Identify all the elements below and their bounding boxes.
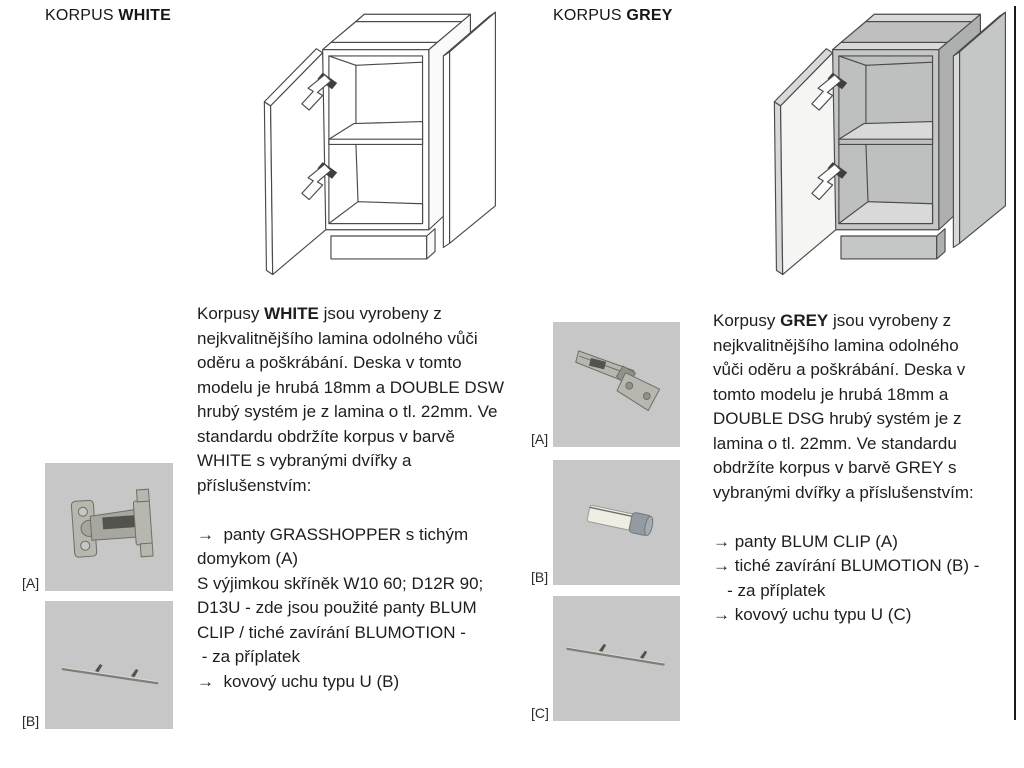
figure-box-grey-b bbox=[553, 460, 680, 585]
page-divider-line bbox=[1014, 6, 1016, 720]
figure-label-white-a: [A] bbox=[22, 575, 40, 591]
figure-box-white-a bbox=[45, 463, 173, 591]
blum-clip-hinge-image bbox=[553, 322, 680, 447]
figure-label-grey-b: [B] bbox=[531, 569, 549, 585]
description-white: Korpusy WHITE jsou vyrobeny z nejkvalitnějšího lamina odolného vůči oděru a poškrábání. Deska v tomto modelu je hrubá 18mm a DOUBLE DSW hrubý systém je z lamina o tl. 22mm. Ve standardu obdržíte korpus v barvě WHITE s vybranými dvířky a příslušenstvím: → panty GRASSHOPPER s tichým domykom (A) S výjimkou skříněk W10 60; D12R 90; D13U - zde jsou použité panty BLUM CLIP / tiché zavírání BLUMOTION - - za příplatek → kovový uchu typu U (B) bbox=[197, 304, 505, 691]
figure-label-white-b: [B] bbox=[22, 713, 40, 729]
u-handle-image bbox=[553, 596, 680, 721]
cabinet-drawing-grey bbox=[768, 6, 1018, 287]
section-title-white: KORPUS WHITE bbox=[45, 7, 171, 24]
figure-box-grey-c bbox=[553, 596, 680, 721]
figure-label-grey-c: [C] bbox=[531, 705, 549, 721]
grasshopper-hinge-image bbox=[45, 463, 173, 591]
u-handle-image bbox=[45, 601, 173, 729]
cabinet-drawing-svg bbox=[768, 6, 1018, 287]
figure-box-grey-a bbox=[553, 322, 680, 447]
figure-box-white-b bbox=[45, 601, 173, 729]
section-title-grey: KORPUS GREY bbox=[553, 7, 673, 24]
figure-label-grey-a: [A] bbox=[531, 431, 549, 447]
description-grey: Korpusy GREY jsou vyrobeny z nejkvalitnějšího lamina odolného vůči oděru a poškrábání. Deska v tomto modelu je hrubá 18mm a DOUBLE DSG hrubý systém je z lamina o tl. 22mm. Ve standardu obdržíte korpus v barvě GREY s vybranými dvířky a příslušenstvím: → panty BLUM CLIP (A) → tiché zavírání BLUMOTION (B) - - za příplatek → kovový uchu typu U (C) bbox=[713, 311, 980, 624]
blumotion-damper-image bbox=[553, 460, 680, 585]
cabinet-drawing-white bbox=[258, 6, 508, 287]
cabinet-drawing-svg bbox=[258, 6, 508, 287]
